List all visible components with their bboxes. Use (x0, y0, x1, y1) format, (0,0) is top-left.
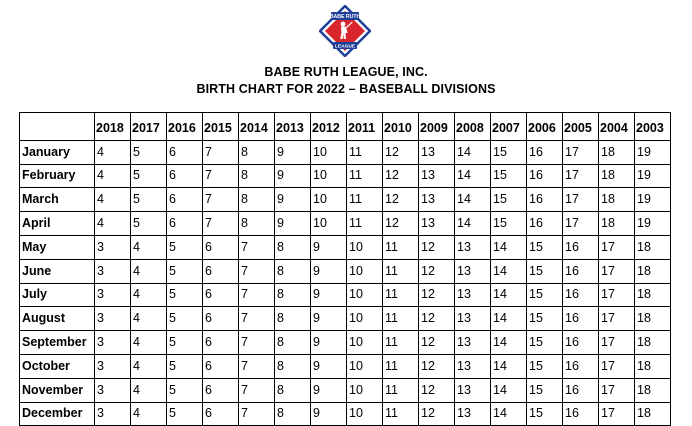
age-cell: 15 (491, 164, 527, 188)
age-cell: 9 (311, 235, 347, 259)
age-cell: 17 (599, 354, 635, 378)
age-cell: 11 (383, 259, 419, 283)
age-cell: 12 (419, 235, 455, 259)
age-cell: 15 (491, 140, 527, 164)
table-row (20, 378, 671, 402)
age-cell: 14 (491, 378, 527, 402)
age-cell: 13 (455, 259, 491, 283)
age-cell: 7 (239, 378, 275, 402)
table-row (20, 307, 671, 331)
age-cell: 11 (383, 331, 419, 355)
age-cell: 5 (167, 259, 203, 283)
age-cell: 9 (311, 378, 347, 402)
age-cell: 11 (383, 402, 419, 426)
month-label-cell: May (20, 235, 95, 259)
year-header-cell: 2008 (455, 113, 491, 141)
age-cell: 10 (311, 188, 347, 212)
age-cell: 9 (275, 188, 311, 212)
age-cell: 12 (383, 140, 419, 164)
age-cell: 12 (419, 259, 455, 283)
age-cell: 10 (311, 140, 347, 164)
age-cell: 16 (527, 164, 563, 188)
age-cell: 16 (527, 188, 563, 212)
month-label-cell: October (20, 354, 95, 378)
age-cell: 15 (527, 331, 563, 355)
age-cell: 8 (275, 331, 311, 355)
age-cell: 5 (131, 212, 167, 236)
age-cell: 8 (275, 402, 311, 426)
age-cell: 15 (527, 307, 563, 331)
age-cell: 14 (491, 283, 527, 307)
month-label-cell: November (20, 378, 95, 402)
age-cell: 5 (167, 402, 203, 426)
age-cell: 13 (419, 140, 455, 164)
age-cell: 11 (347, 212, 383, 236)
age-cell: 6 (203, 378, 239, 402)
age-cell: 10 (347, 307, 383, 331)
birth-chart-table (19, 112, 671, 426)
age-cell: 18 (635, 259, 671, 283)
age-cell: 17 (563, 212, 599, 236)
year-header-cell: 2005 (563, 113, 599, 141)
age-cell: 12 (419, 378, 455, 402)
age-cell: 5 (167, 331, 203, 355)
age-cell: 13 (455, 402, 491, 426)
age-cell: 17 (563, 188, 599, 212)
age-cell: 18 (635, 354, 671, 378)
age-cell: 6 (167, 140, 203, 164)
month-label-cell: September (20, 331, 95, 355)
age-cell: 13 (419, 164, 455, 188)
age-cell: 19 (635, 212, 671, 236)
age-cell: 3 (95, 307, 131, 331)
table-row (20, 188, 671, 212)
age-cell: 6 (203, 283, 239, 307)
age-cell: 8 (239, 164, 275, 188)
age-cell: 11 (383, 235, 419, 259)
year-header-cell: 2007 (491, 113, 527, 141)
age-cell: 10 (347, 402, 383, 426)
age-cell: 3 (95, 402, 131, 426)
age-cell: 16 (563, 259, 599, 283)
age-cell: 4 (131, 331, 167, 355)
age-cell: 4 (131, 259, 167, 283)
age-cell: 18 (599, 212, 635, 236)
age-cell: 15 (491, 212, 527, 236)
age-cell: 17 (599, 307, 635, 331)
age-cell: 9 (311, 331, 347, 355)
age-cell: 18 (599, 140, 635, 164)
age-cell: 6 (167, 188, 203, 212)
age-cell: 5 (131, 140, 167, 164)
age-cell: 15 (527, 235, 563, 259)
age-cell: 19 (635, 188, 671, 212)
age-cell: 12 (419, 307, 455, 331)
year-header-cell: 2010 (383, 113, 419, 141)
age-cell: 10 (347, 354, 383, 378)
year-header-cell: 2014 (239, 113, 275, 141)
age-cell: 5 (167, 235, 203, 259)
age-cell: 15 (527, 259, 563, 283)
age-cell: 5 (167, 307, 203, 331)
age-cell: 8 (275, 235, 311, 259)
age-cell: 7 (239, 402, 275, 426)
age-cell: 16 (563, 378, 599, 402)
table-row (20, 354, 671, 378)
table-row (20, 164, 671, 188)
month-label-cell: August (20, 307, 95, 331)
age-cell: 9 (275, 140, 311, 164)
age-cell: 16 (563, 354, 599, 378)
age-cell: 14 (491, 402, 527, 426)
age-cell: 11 (347, 140, 383, 164)
age-cell: 10 (347, 331, 383, 355)
age-cell: 13 (455, 283, 491, 307)
age-cell: 16 (563, 235, 599, 259)
age-cell: 17 (599, 402, 635, 426)
age-cell: 14 (455, 188, 491, 212)
age-cell: 9 (275, 164, 311, 188)
month-label-cell: March (20, 188, 95, 212)
age-cell: 7 (203, 188, 239, 212)
age-cell: 11 (347, 188, 383, 212)
age-cell: 5 (167, 378, 203, 402)
age-cell: 9 (311, 307, 347, 331)
age-cell: 13 (455, 378, 491, 402)
birth-chart-body (20, 140, 671, 426)
age-cell: 13 (419, 212, 455, 236)
year-header-cell: 2003 (635, 113, 671, 141)
age-cell: 8 (275, 378, 311, 402)
logo-top-text: BABE RUTH (329, 14, 361, 21)
age-cell: 19 (635, 164, 671, 188)
corner-cell (20, 113, 95, 141)
age-cell: 8 (275, 307, 311, 331)
age-cell: 13 (455, 235, 491, 259)
year-header-cell: 2017 (131, 113, 167, 141)
age-cell: 6 (203, 354, 239, 378)
age-cell: 8 (275, 259, 311, 283)
month-label-cell: February (20, 164, 95, 188)
age-cell: 4 (95, 188, 131, 212)
table-row (20, 235, 671, 259)
age-cell: 14 (491, 331, 527, 355)
age-cell: 7 (203, 140, 239, 164)
age-cell: 7 (239, 259, 275, 283)
age-cell: 4 (131, 235, 167, 259)
age-cell: 7 (203, 212, 239, 236)
age-cell: 7 (239, 331, 275, 355)
age-cell: 3 (95, 235, 131, 259)
age-cell: 17 (599, 283, 635, 307)
age-cell: 17 (599, 378, 635, 402)
age-cell: 16 (563, 402, 599, 426)
age-cell: 18 (635, 307, 671, 331)
age-cell: 12 (419, 331, 455, 355)
year-header-row (20, 113, 671, 141)
age-cell: 16 (527, 140, 563, 164)
year-header-cell: 2018 (95, 113, 131, 141)
age-cell: 15 (491, 188, 527, 212)
age-cell: 14 (491, 307, 527, 331)
table-row (20, 402, 671, 426)
age-cell: 4 (95, 140, 131, 164)
age-cell: 4 (131, 307, 167, 331)
age-cell: 15 (527, 402, 563, 426)
age-cell: 7 (203, 164, 239, 188)
year-header-cell: 2009 (419, 113, 455, 141)
age-cell: 17 (599, 235, 635, 259)
age-cell: 18 (635, 402, 671, 426)
age-cell: 13 (455, 307, 491, 331)
age-cell: 18 (599, 188, 635, 212)
year-header-cell: 2011 (347, 113, 383, 141)
year-header-cell: 2012 (311, 113, 347, 141)
table-row (20, 212, 671, 236)
age-cell: 11 (383, 354, 419, 378)
age-cell: 6 (167, 212, 203, 236)
age-cell: 9 (311, 354, 347, 378)
age-cell: 17 (563, 164, 599, 188)
age-cell: 14 (455, 164, 491, 188)
age-cell: 7 (239, 354, 275, 378)
age-cell: 13 (455, 354, 491, 378)
age-cell: 6 (203, 331, 239, 355)
age-cell: 9 (311, 259, 347, 283)
age-cell: 3 (95, 354, 131, 378)
age-cell: 3 (95, 331, 131, 355)
month-label-cell: January (20, 140, 95, 164)
age-cell: 19 (635, 140, 671, 164)
age-cell: 8 (275, 354, 311, 378)
age-cell: 7 (239, 235, 275, 259)
age-cell: 11 (383, 283, 419, 307)
age-cell: 18 (635, 378, 671, 402)
age-cell: 12 (383, 188, 419, 212)
age-cell: 12 (419, 283, 455, 307)
babe-ruth-league-logo (319, 5, 371, 57)
age-cell: 4 (131, 402, 167, 426)
age-cell: 5 (131, 188, 167, 212)
table-row (20, 283, 671, 307)
age-cell: 4 (131, 378, 167, 402)
logo-emblem-icon (319, 5, 371, 57)
age-cell: 5 (167, 283, 203, 307)
age-cell: 14 (455, 212, 491, 236)
age-cell: 9 (275, 212, 311, 236)
age-cell: 18 (635, 331, 671, 355)
chart-title: BIRTH CHART FOR 2022 – BASEBALL DIVISIONS (196, 82, 496, 96)
age-cell: 11 (347, 164, 383, 188)
age-cell: 15 (527, 283, 563, 307)
age-cell: 15 (527, 378, 563, 402)
age-cell: 9 (311, 283, 347, 307)
age-cell: 10 (311, 164, 347, 188)
month-label-cell: December (20, 402, 95, 426)
age-cell: 16 (527, 212, 563, 236)
age-cell: 16 (563, 331, 599, 355)
year-header-cell: 2004 (599, 113, 635, 141)
age-cell: 12 (419, 402, 455, 426)
age-cell: 5 (167, 354, 203, 378)
year-header-cell: 2016 (167, 113, 203, 141)
age-cell: 14 (491, 259, 527, 283)
age-cell: 12 (419, 354, 455, 378)
month-label-cell: July (20, 283, 95, 307)
age-cell: 8 (239, 212, 275, 236)
age-cell: 8 (275, 283, 311, 307)
age-cell: 6 (167, 164, 203, 188)
age-cell: 17 (599, 259, 635, 283)
age-cell: 15 (527, 354, 563, 378)
year-header-cell: 2013 (275, 113, 311, 141)
age-cell: 10 (347, 283, 383, 307)
year-header-cell: 2006 (527, 113, 563, 141)
month-label-cell: June (20, 259, 95, 283)
age-cell: 3 (95, 378, 131, 402)
age-cell: 18 (599, 164, 635, 188)
age-cell: 14 (491, 354, 527, 378)
age-cell: 13 (455, 331, 491, 355)
age-cell: 10 (347, 378, 383, 402)
age-cell: 14 (491, 235, 527, 259)
age-cell: 7 (239, 307, 275, 331)
age-cell: 13 (419, 188, 455, 212)
age-cell: 9 (311, 402, 347, 426)
table-row (20, 259, 671, 283)
age-cell: 11 (383, 307, 419, 331)
age-cell: 11 (383, 378, 419, 402)
age-cell: 17 (563, 140, 599, 164)
age-cell: 18 (635, 283, 671, 307)
age-cell: 14 (455, 140, 491, 164)
age-cell: 6 (203, 235, 239, 259)
age-cell: 3 (95, 259, 131, 283)
age-cell: 8 (239, 140, 275, 164)
age-cell: 10 (311, 212, 347, 236)
age-cell: 18 (635, 235, 671, 259)
age-cell: 16 (563, 283, 599, 307)
age-cell: 4 (131, 354, 167, 378)
year-header-cell: 2015 (203, 113, 239, 141)
age-cell: 8 (239, 188, 275, 212)
age-cell: 17 (599, 331, 635, 355)
month-label-cell: April (20, 212, 95, 236)
age-cell: 16 (563, 307, 599, 331)
table-row (20, 331, 671, 355)
age-cell: 10 (347, 259, 383, 283)
organization-title: BABE RUTH LEAGUE, INC. (264, 65, 428, 79)
age-cell: 6 (203, 307, 239, 331)
age-cell: 5 (131, 164, 167, 188)
age-cell: 6 (203, 259, 239, 283)
age-cell: 10 (347, 235, 383, 259)
age-cell: 4 (95, 212, 131, 236)
logo-bottom-text: LEAGUE (335, 44, 355, 50)
age-cell: 6 (203, 402, 239, 426)
table-row (20, 140, 671, 164)
age-cell: 4 (131, 283, 167, 307)
age-cell: 12 (383, 212, 419, 236)
age-cell: 4 (95, 164, 131, 188)
age-cell: 7 (239, 283, 275, 307)
age-cell: 12 (383, 164, 419, 188)
age-cell: 3 (95, 283, 131, 307)
